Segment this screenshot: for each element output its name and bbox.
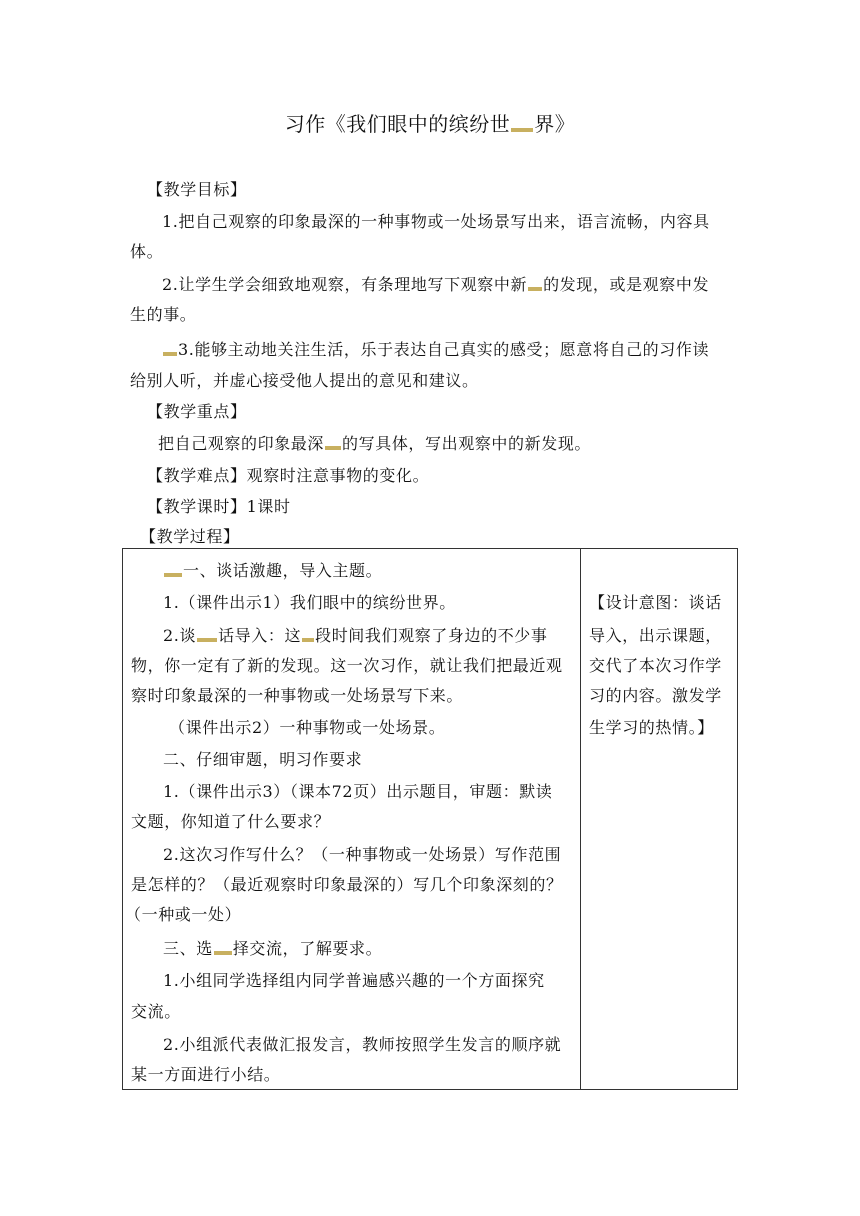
process-heading: 【教学过程】 xyxy=(140,527,240,546)
process-line-1 xyxy=(163,561,382,581)
process-line-13 xyxy=(163,939,382,959)
process-line-17: 某一方面进行小结。 xyxy=(131,1065,281,1084)
difficulty-line: 【教学难点】观察时注意事物的变化。 xyxy=(147,466,430,485)
design-line-5: 生学习的热情。】 xyxy=(589,718,714,737)
document-title xyxy=(0,108,860,137)
blank-underline xyxy=(214,950,232,955)
process-line-3 xyxy=(163,626,548,646)
process-text-3a: 2.谈 xyxy=(163,626,197,645)
process-line-8: 1.（课件出示3）（课本72页）出示题目，审题：默读 xyxy=(163,782,553,801)
design-line-2: 导入，出示课题， xyxy=(589,626,722,645)
process-line-15: 交流。 xyxy=(131,1002,181,1021)
key-points-heading: 【教学重点】 xyxy=(147,402,247,421)
blank-underline xyxy=(325,445,341,450)
process-line-10: 2.这次习作写什么？（一种事物或一处场景）写作范围 xyxy=(163,845,562,864)
process-text-3b: 话导入：这 xyxy=(218,626,302,645)
blank-underline xyxy=(197,637,217,642)
design-line-3: 交代了本次习作学 xyxy=(589,656,722,675)
hours-line: 【教学课时】1课时 xyxy=(147,497,291,516)
process-line-2: 1.（课件出示1）我们眼中的缤纷世界。 xyxy=(163,593,456,612)
process-line-9: 文题，你知道了什么要求？ xyxy=(131,812,331,831)
process-text-3c: 段时间我们观察了身边的不少事 xyxy=(315,626,548,645)
process-steps-cell xyxy=(123,549,581,1090)
objective-1-line1: 1.把自己观察的印象最深的一种事物或一处场景写出来，语言流畅，内容具 xyxy=(162,212,710,231)
objective-2-text-a: 2.让学生学会细致地观察，有条理地写下观察中新 xyxy=(162,275,528,294)
objective-1-line2: 体。 xyxy=(130,242,164,261)
objectives-heading: 【教学目标】 xyxy=(147,180,247,199)
title-part2: 界》 xyxy=(534,112,576,136)
design-line-1: 【设计意图：谈话 xyxy=(589,593,722,612)
key-text-b: 的写具体，写出观察中的新发现。 xyxy=(342,434,592,453)
objective-3-text: 3.能够主动地关注生活，乐于表达自己真实的感受；愿意将自己的习作读 xyxy=(178,340,710,359)
process-table xyxy=(122,548,738,1090)
objective-2-text-b: 的发现，或是观察中发 xyxy=(543,275,710,294)
process-text-1: 一、谈话激趣，导入主题。 xyxy=(183,561,383,580)
process-line-5: 察时印象最深的一种事物或一处场景写下来。 xyxy=(131,686,464,705)
process-text-13b: 择交流，了解要求。 xyxy=(232,939,383,958)
key-text-a: 把自己观察的印象最深 xyxy=(158,434,325,453)
blank-underline xyxy=(511,127,533,132)
objective-3-line1 xyxy=(162,340,709,360)
blank-underline xyxy=(163,351,177,356)
blank-underline xyxy=(302,637,314,642)
design-line-4: 习的内容。激发学 xyxy=(589,686,722,705)
process-line-16: 2.小组派代表做汇报发言，教师按照学生发言的顺序就 xyxy=(163,1035,562,1054)
key-points-text xyxy=(158,434,591,454)
blank-underline xyxy=(528,286,542,291)
process-line-6: （课件出示2）一种事物或一处场景。 xyxy=(169,718,446,737)
process-line-4: 物，你一定有了新的发现。这一次习作，就让我们把最近观 xyxy=(131,656,563,675)
design-intent-cell xyxy=(581,549,738,1090)
blank-underline xyxy=(164,572,182,577)
process-line-11: 是怎样的？（最近观察时印象最深的）写几个印象深刻的？ xyxy=(131,875,563,894)
title-part1: 习作《我们眼中的缤纷世 xyxy=(284,112,511,136)
process-line-14: 1.小组同学选择组内同学普遍感兴趣的一个方面探究 xyxy=(163,971,545,990)
objective-3-line2: 给别人听，并虚心接受他人提出的意见和建议。 xyxy=(130,371,479,390)
objective-2-line2: 生的事。 xyxy=(130,305,197,324)
objective-2-line1 xyxy=(162,275,709,295)
process-line-7: 二、仔细审题，明习作要求 xyxy=(163,750,363,769)
process-text-13a: 三、选 xyxy=(163,939,213,958)
process-line-12: （一种或一处） xyxy=(125,905,242,924)
